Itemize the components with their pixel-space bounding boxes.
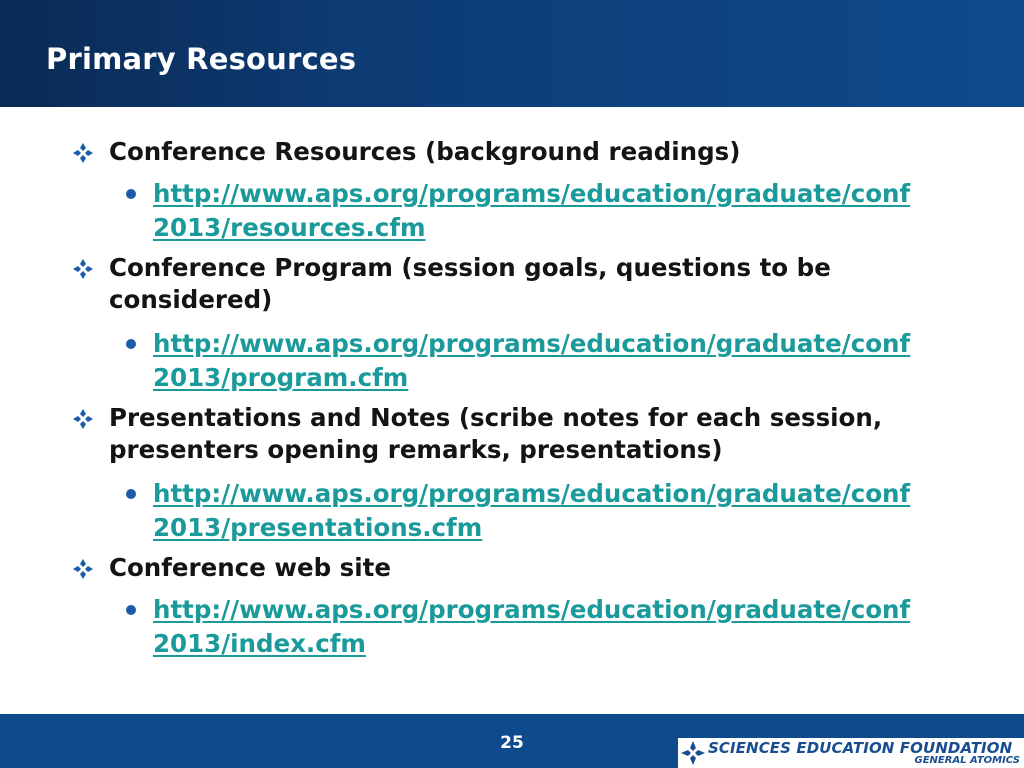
page-number: 25 [500, 733, 524, 753]
diamond-bullet-icon [71, 141, 95, 165]
sub-bullet-dot [126, 189, 136, 199]
logo-sub-text: GENERAL ATOMICS [914, 755, 1020, 766]
sub-bullet-dot [126, 339, 136, 349]
diamond-bullet-icon [71, 557, 95, 581]
presentations-link[interactable]: http://www.aps.org/programs/education/graduate/conf2013/presentations.cfm [153, 479, 911, 542]
bullet-text: Conference Program (session goals, questions to be considered) [109, 253, 831, 314]
slide-footer [0, 714, 1024, 768]
slide-header [0, 0, 1024, 107]
slide-title: Primary Resources [46, 42, 357, 76]
bullet-text: Conference Resources (background readings) [109, 137, 741, 166]
logo-main-text: SCIENCES EDUCATION FOUNDATION [708, 739, 1013, 757]
foundation-logo-icon [680, 740, 706, 766]
diamond-bullet-icon [71, 407, 95, 431]
resources-link[interactable]: http://www.aps.org/programs/education/graduate/conf2013/resources.cfm [153, 179, 911, 242]
foundation-logo [678, 738, 1024, 768]
bullet-text: Conference web site [109, 553, 391, 582]
program-link[interactable]: http://www.aps.org/programs/education/graduate/conf2013/program.cfm [153, 329, 911, 392]
bullet-text: Presentations and Notes (scribe notes for each session, presenters opening remarks, presentations) [109, 403, 883, 464]
sub-bullet-dot [126, 489, 136, 499]
website-link[interactable]: http://www.aps.org/programs/education/graduate/conf2013/index.cfm [153, 595, 911, 658]
sub-bullet-dot [126, 605, 136, 615]
diamond-bullet-icon [71, 257, 95, 281]
